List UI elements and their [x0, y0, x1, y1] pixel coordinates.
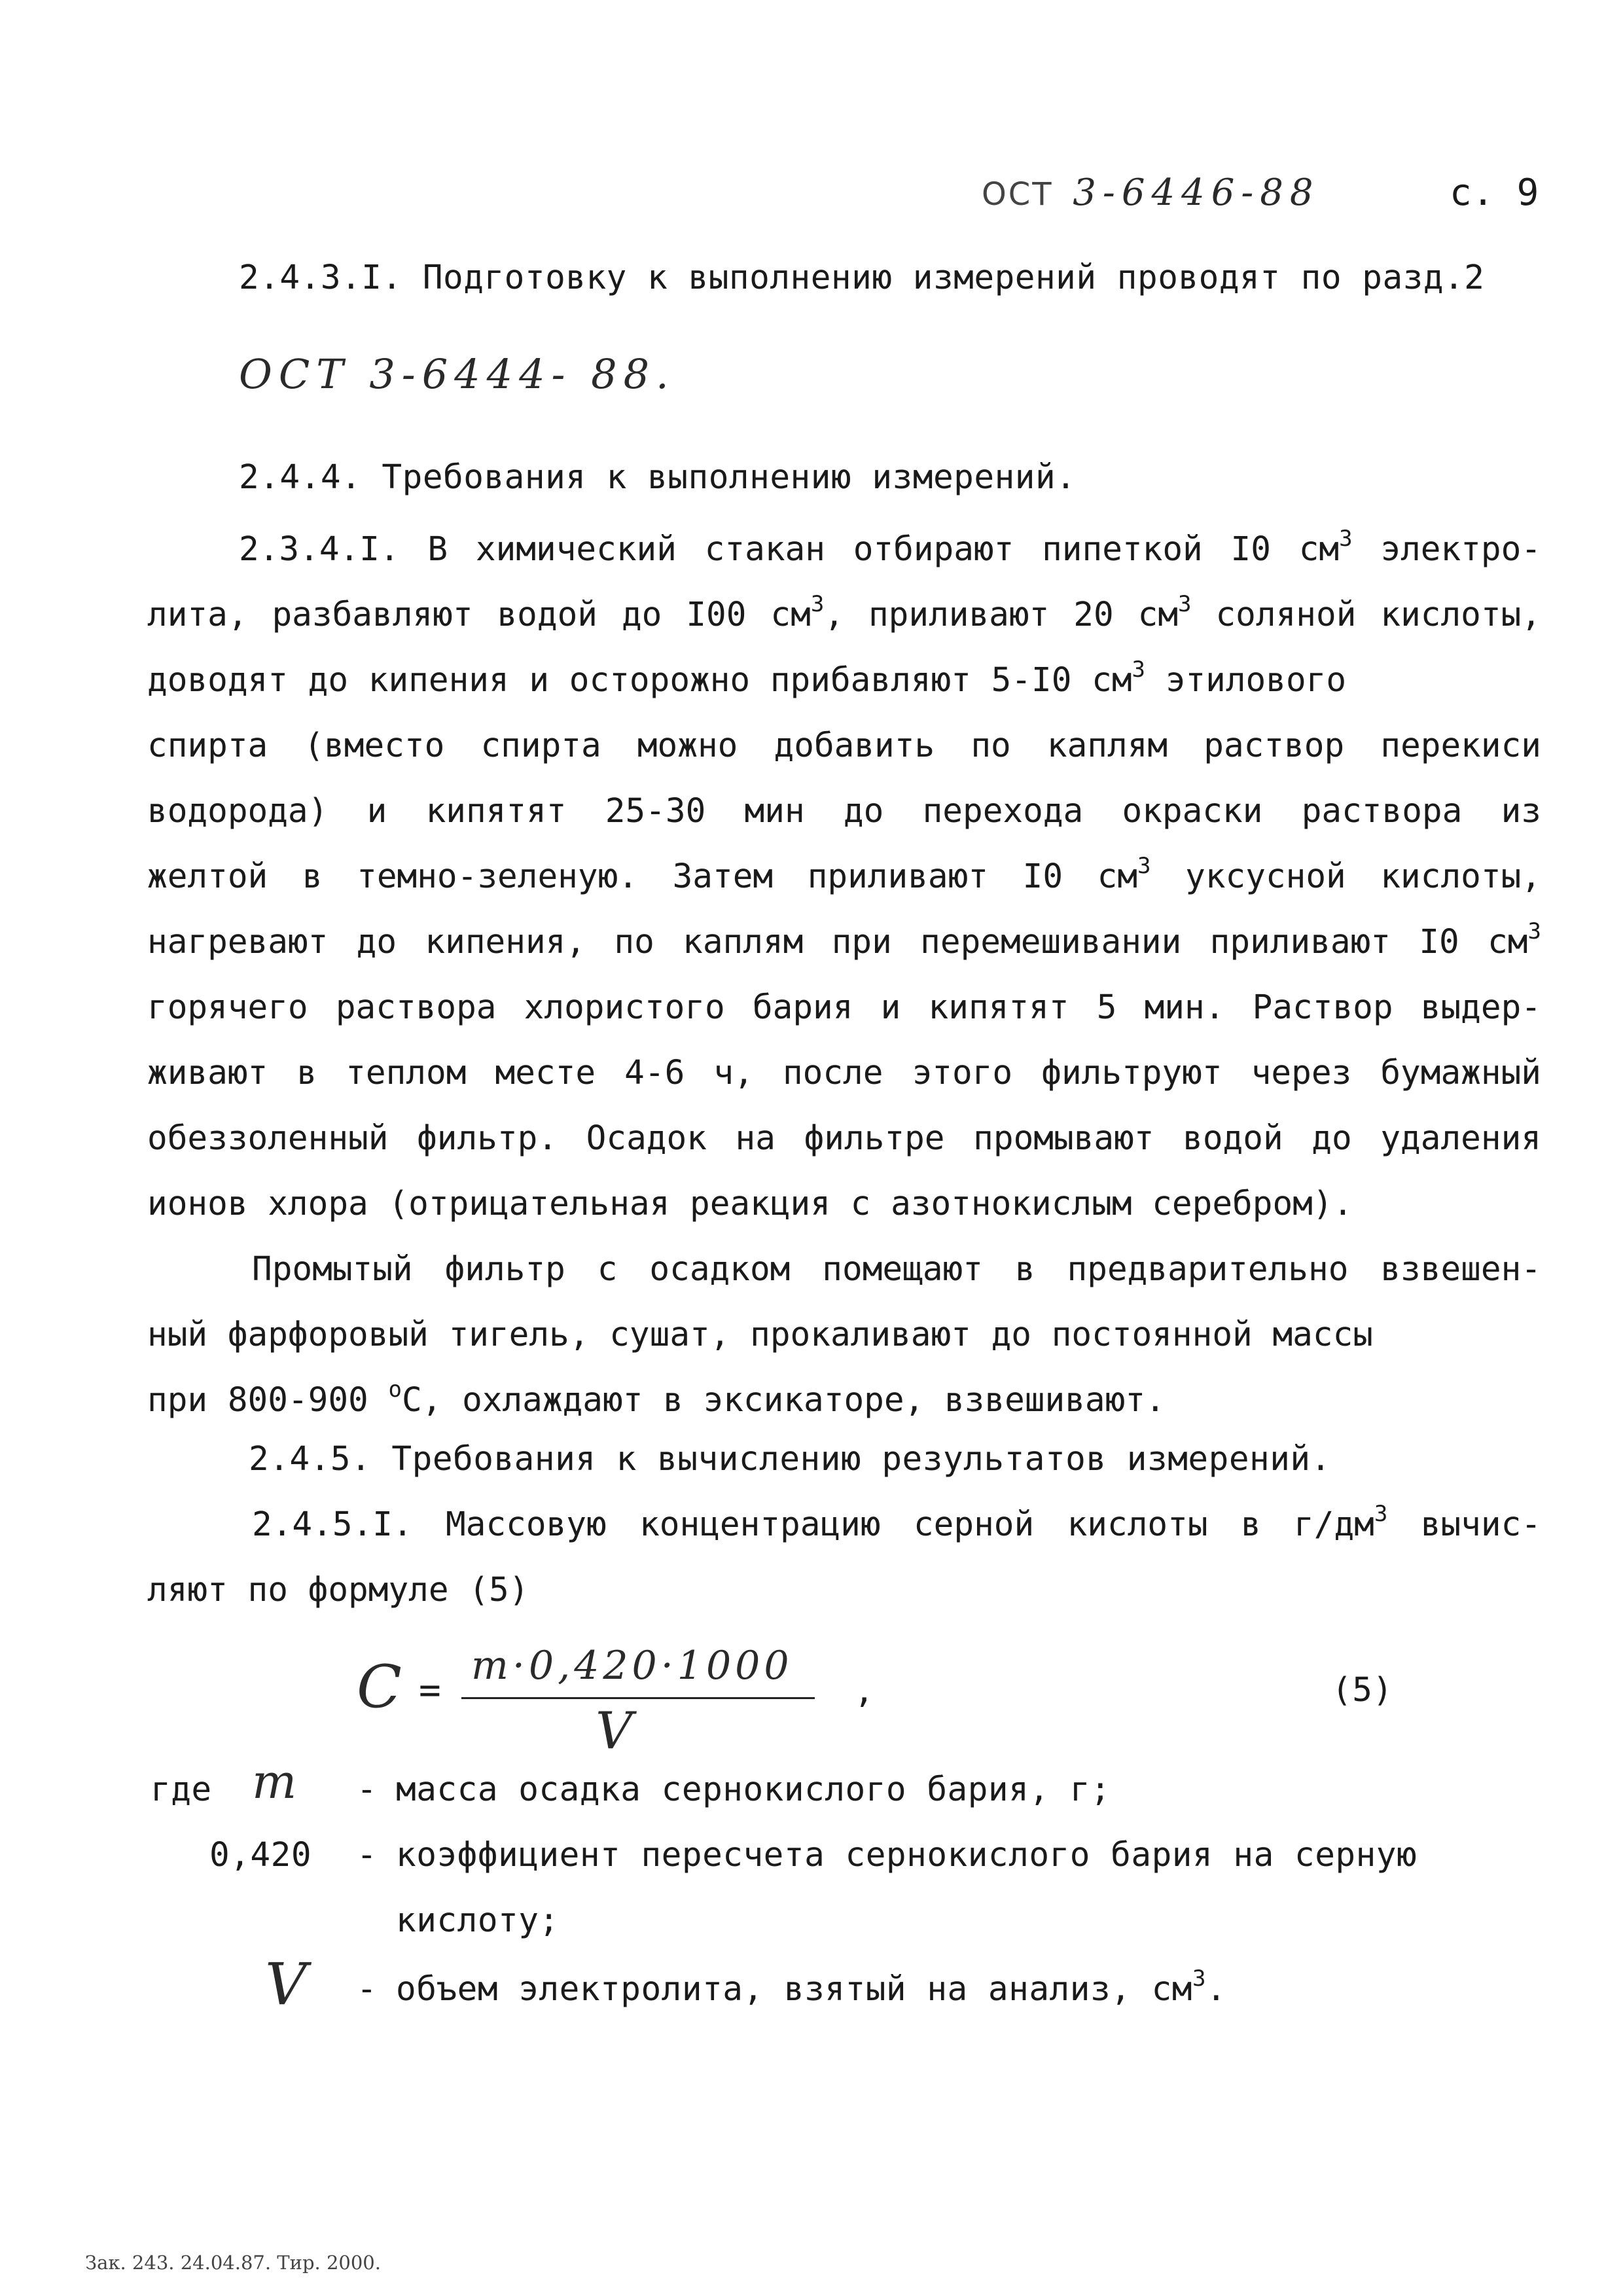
definition-text: объем электролита, взятый на анализ, $см^3$. — [396, 1965, 1227, 2009]
text-line: при 800-900 $^o$C, охлаждают в эксикаторе, взвешивают. — [147, 1376, 1166, 1420]
text-line: желтой в темно-зеленую. Затем приливают I0 $см^3$ уксусной кислоты, — [147, 853, 1541, 896]
formula-numerator: m·0,420·1000 — [471, 1643, 793, 1689]
paragraph-2341 — [147, 517, 1541, 1237]
formula-lhs: C — [357, 1653, 408, 1721]
formula-comma: , — [854, 1672, 875, 1711]
page-header — [982, 171, 1320, 214]
handwritten-reference: ОСТ 3-6444- 88. — [239, 350, 675, 398]
definition-dash: - — [357, 1970, 378, 2009]
text-line: обеззоленный фильтр. Осадок на фильтре промывают водой до удаления — [147, 1119, 1541, 1158]
section-244-heading: 2.4.4. Требования к выполнению измерений. — [239, 458, 1077, 497]
section-245-heading: 2.4.5. Требования к вычислению результатов измерений. — [249, 1440, 1331, 1479]
text-line: спирта (вместо спирта можно добавить по каплям раствор перекиси — [147, 726, 1541, 765]
text-line: ионов хлора (отрицательная реакция с азотнокислым серебром). — [147, 1185, 1353, 1223]
definition-symbol-coef: 0,420 — [209, 1836, 312, 1874]
formula-number: (5) — [1332, 1671, 1393, 1710]
definition-dash: - — [357, 1770, 378, 1809]
text-line: нагревают до кипения, по каплям при перемешивании приливают I0 $см^3$ — [147, 918, 1541, 961]
definition-text: коэффициент пересчета сернокислого бария на серную — [396, 1836, 1418, 1874]
paragraph-2451 — [147, 1492, 1541, 1623]
fraction-bar — [461, 1697, 815, 1699]
formula-equals: = — [419, 1669, 442, 1712]
definition-symbol-v: V — [265, 1950, 313, 2018]
definition-prefix: где — [151, 1770, 212, 1809]
page-number: с. 9 — [1450, 171, 1539, 214]
definition-text: масса осадка сернокислого бария, г; — [396, 1770, 1111, 1809]
text-line: водорода) и кипятят 25-30 мин до перехода окраски раствора из — [147, 792, 1541, 831]
text-line: живают в теплом месте 4-6 ч, после этого фильтруют через бумажный — [147, 1054, 1541, 1092]
text-line: 2.3.4.I. В химический стакан отбирают пипеткой I0 $см^3$ электро- — [239, 526, 1542, 569]
section-2431-text: 2.4.3.I. Подготовку к выполнению измерений проводят по разд.2 — [239, 259, 1485, 297]
text-line: лита, разбавляют водой до I00 $см^3$, приливают 20 $см^3$ соляной кислоты, — [147, 591, 1541, 634]
paragraph-filter — [147, 1237, 1541, 1433]
text-line: 2.4.5.I. Массовую концентрацию серной кислоты в $г/дм^3$ вычис- — [252, 1501, 1541, 1544]
definition-text-continued: кислоту; — [396, 1901, 560, 1940]
print-footer: Зак. 243. 24.04.87. Тир. 2000. — [85, 2251, 381, 2274]
definition-symbol-m: m — [252, 1754, 304, 1809]
doc-number: 3-6446-88 — [1073, 171, 1320, 214]
text-line: доводят до кипения и осторожно прибавляют 5-I0 $см^3$ этилового — [147, 656, 1347, 700]
text-line: Промытый фильтр с осадком помещают в предварительно взвешен- — [252, 1250, 1541, 1289]
text-line: ляют по формуле (5) — [147, 1571, 529, 1609]
definition-dash: - — [357, 1836, 378, 1874]
formula-denominator: V — [596, 1702, 639, 1761]
doc-prefix: ОСТ — [982, 176, 1054, 213]
text-line: ный фарфоровый тигель, сушат, прокаливают до постоянной массы — [147, 1316, 1373, 1354]
text-line: горячего раствора хлористого бария и кипятят 5 мин. Раствор выдер- — [147, 988, 1541, 1027]
